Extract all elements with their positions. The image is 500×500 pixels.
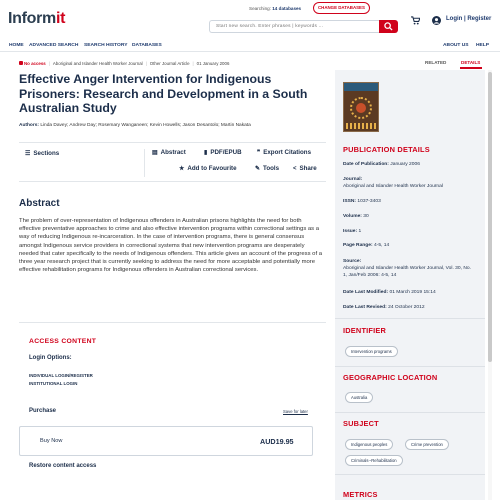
- institutional-login-link[interactable]: INSTITUTIONAL LOGIN: [29, 381, 78, 386]
- change-databases-button[interactable]: CHANGE DATABASES: [313, 2, 370, 14]
- informit-logo[interactable]: Informit: [8, 10, 66, 27]
- individual-login-link[interactable]: INDIVIDUAL LOGIN/REGISTER: [29, 373, 93, 378]
- search-icon: [384, 22, 393, 31]
- article-title: Effective Anger Intervention for Indigenous Prisoners: Research and Development in a South Australian Study: [19, 72, 308, 115]
- user-icon: [432, 16, 441, 25]
- nav-search-history[interactable]: SEARCH HISTORY: [84, 43, 128, 48]
- tools-button[interactable]: ✎ Tools: [255, 165, 280, 172]
- toolbar-divider: [144, 149, 145, 177]
- sidebar-scrollbar[interactable]: [488, 70, 492, 500]
- details-sidebar: [335, 70, 485, 500]
- export-citations-button[interactable]: ❞ Export Citations: [257, 149, 312, 156]
- divider: [335, 474, 485, 475]
- location-tag[interactable]: Australia: [345, 392, 373, 403]
- top-header: [0, 0, 500, 40]
- pdf-epub-button[interactable]: ▮ PDF/EPUB: [204, 149, 242, 156]
- share-icon: <: [293, 166, 297, 172]
- breadcrumb-date: 01 January 2006: [196, 61, 230, 66]
- journal-link[interactable]: Aboriginal and Islander Health Worker Journal: [343, 184, 443, 189]
- divider: [335, 412, 485, 413]
- tab-details[interactable]: DETAILS: [461, 60, 481, 65]
- divider: [335, 318, 485, 319]
- last-revised-info: Date Last Revised: 24 October 2012: [343, 305, 425, 310]
- abstract-button[interactable]: ▤ Abstract: [152, 149, 186, 156]
- subject-tag[interactable]: Indigenous peoples: [345, 439, 393, 450]
- article-toolbar: [19, 142, 326, 182]
- geographic-location-heading: GEOGRAPHIC LOCATION: [343, 373, 438, 382]
- price: AUD19.95: [260, 437, 294, 446]
- quote-icon: ❞: [257, 150, 261, 156]
- add-to-favourite-button[interactable]: ★ Add to Favourite: [179, 165, 237, 172]
- identifier-tag[interactable]: Intervention programs: [345, 346, 398, 357]
- authors: Authors: Linda Davey; Andrew Day; Rosemary Wanganeen; Kevin Howells; Jason Desantolo; Martin Nakata: [19, 123, 251, 128]
- subject-tag[interactable]: Criminals--Rehabilitation: [345, 455, 403, 466]
- journal-cover-image[interactable]: [343, 82, 379, 132]
- source-info: Source: Aboriginal and Islander Health Worker Journal, Vol. 30, No. 1, Jan/Feb 2006: 4-5, 14: [343, 259, 471, 278]
- active-tab-indicator: [460, 67, 482, 69]
- access-status: No access: [24, 61, 46, 66]
- restore-access-label[interactable]: Restore content access: [29, 463, 97, 469]
- nav-advanced-search[interactable]: ADVANCED SEARCH: [29, 43, 79, 48]
- database-count[interactable]: 14 databases: [272, 6, 302, 11]
- nav-home[interactable]: HOME: [9, 43, 24, 48]
- breadcrumb-journal[interactable]: Aboriginal and Islander Health Worker Journal: [52, 61, 143, 66]
- issue-info: Issue: 1: [343, 229, 362, 234]
- identifier-heading: IDENTIFIER: [343, 326, 387, 335]
- issn-info: ISSN: 1037-3403: [343, 199, 381, 204]
- buy-now-option[interactable]: [19, 426, 313, 456]
- subject-heading: SUBJECT: [343, 419, 379, 428]
- access-heading: ACCESS CONTENT: [29, 338, 97, 345]
- journal-info: Journal: Aboriginal and Islander Health Worker Journal: [343, 177, 443, 189]
- save-for-later-link[interactable]: Save for later: [283, 409, 308, 414]
- purchase-label: Purchase: [29, 408, 57, 414]
- breadcrumb: No access | Aboriginal and Islander Health Worker Journal | Other Journal Article | 01 January 2006: [19, 61, 229, 66]
- searching-info: Searching: 14 databases: [249, 6, 302, 11]
- list-icon: ☰: [25, 151, 31, 157]
- nav-about-us[interactable]: ABOUT US: [443, 43, 469, 48]
- file-icon: ▮: [204, 150, 208, 156]
- lock-icon: [19, 61, 23, 65]
- nav-help[interactable]: HELP: [476, 43, 490, 48]
- publication-date: Date of Publication: January 2006: [343, 162, 420, 167]
- login-register-link[interactable]: Login | Register: [446, 16, 492, 22]
- publication-details-heading: PUBLICATION DETAILS: [343, 145, 430, 154]
- author-list[interactable]: Linda Davey; Andrew Day; Rosemary Wanganeen; Kevin Howells; Jason Desantolo; Martin Nakata: [40, 123, 251, 128]
- subject-tag[interactable]: Crime prevention: [405, 439, 449, 450]
- abstract-heading: Abstract: [19, 198, 60, 209]
- cart-icon[interactable]: [411, 16, 420, 25]
- scrollbar-thumb[interactable]: [488, 72, 492, 362]
- breadcrumb-type: Other Journal Article: [149, 61, 190, 66]
- search-button[interactable]: [379, 20, 398, 33]
- document-icon: ▤: [152, 150, 158, 156]
- tab-related[interactable]: RELATED: [425, 60, 447, 65]
- buy-now-label: Buy Now: [40, 438, 63, 444]
- divider: [335, 366, 485, 367]
- access-content-panel: [19, 322, 326, 500]
- abstract-text: The problem of over-representation of Indigenous offenders in Australian prisons highlights the need for both effective preventative approaches to crime and also effective intervention programs within correctional settings as a way of reducing Indigenous re-incarceration. In the case of intervention programs, there is general consensus amongst Indigenous service providers in correctional systems that new intervention programs are desperately needed that cater specifically to the needs of Indigenous offenders. This article gives an account of the progress of a three year research project that is currently seeking to address the need for more acceptable and potentially more effective rehabilitation programs for Indigenous offenders in Australian correctional services.: [19, 218, 323, 274]
- login-options-label: Login Options:: [29, 355, 72, 361]
- star-icon: ★: [179, 166, 185, 172]
- nav-databases[interactable]: DATABASES: [132, 43, 162, 48]
- wrench-icon: ✎: [255, 166, 261, 172]
- metrics-heading: METRICS: [343, 490, 378, 499]
- page-range-info: Page Range: 4-5, 14: [343, 243, 390, 248]
- volume-info: Volume: 30: [343, 214, 369, 219]
- share-button[interactable]: < Share: [293, 165, 317, 172]
- search-input[interactable]: Start new search. Enter phrases | keywords ...: [209, 20, 379, 33]
- main-nav: [0, 40, 500, 52]
- sections-button[interactable]: ☰ Sections: [25, 150, 60, 157]
- last-modified-info: Date Last Modified: 01 March 2019 15:14: [343, 290, 436, 295]
